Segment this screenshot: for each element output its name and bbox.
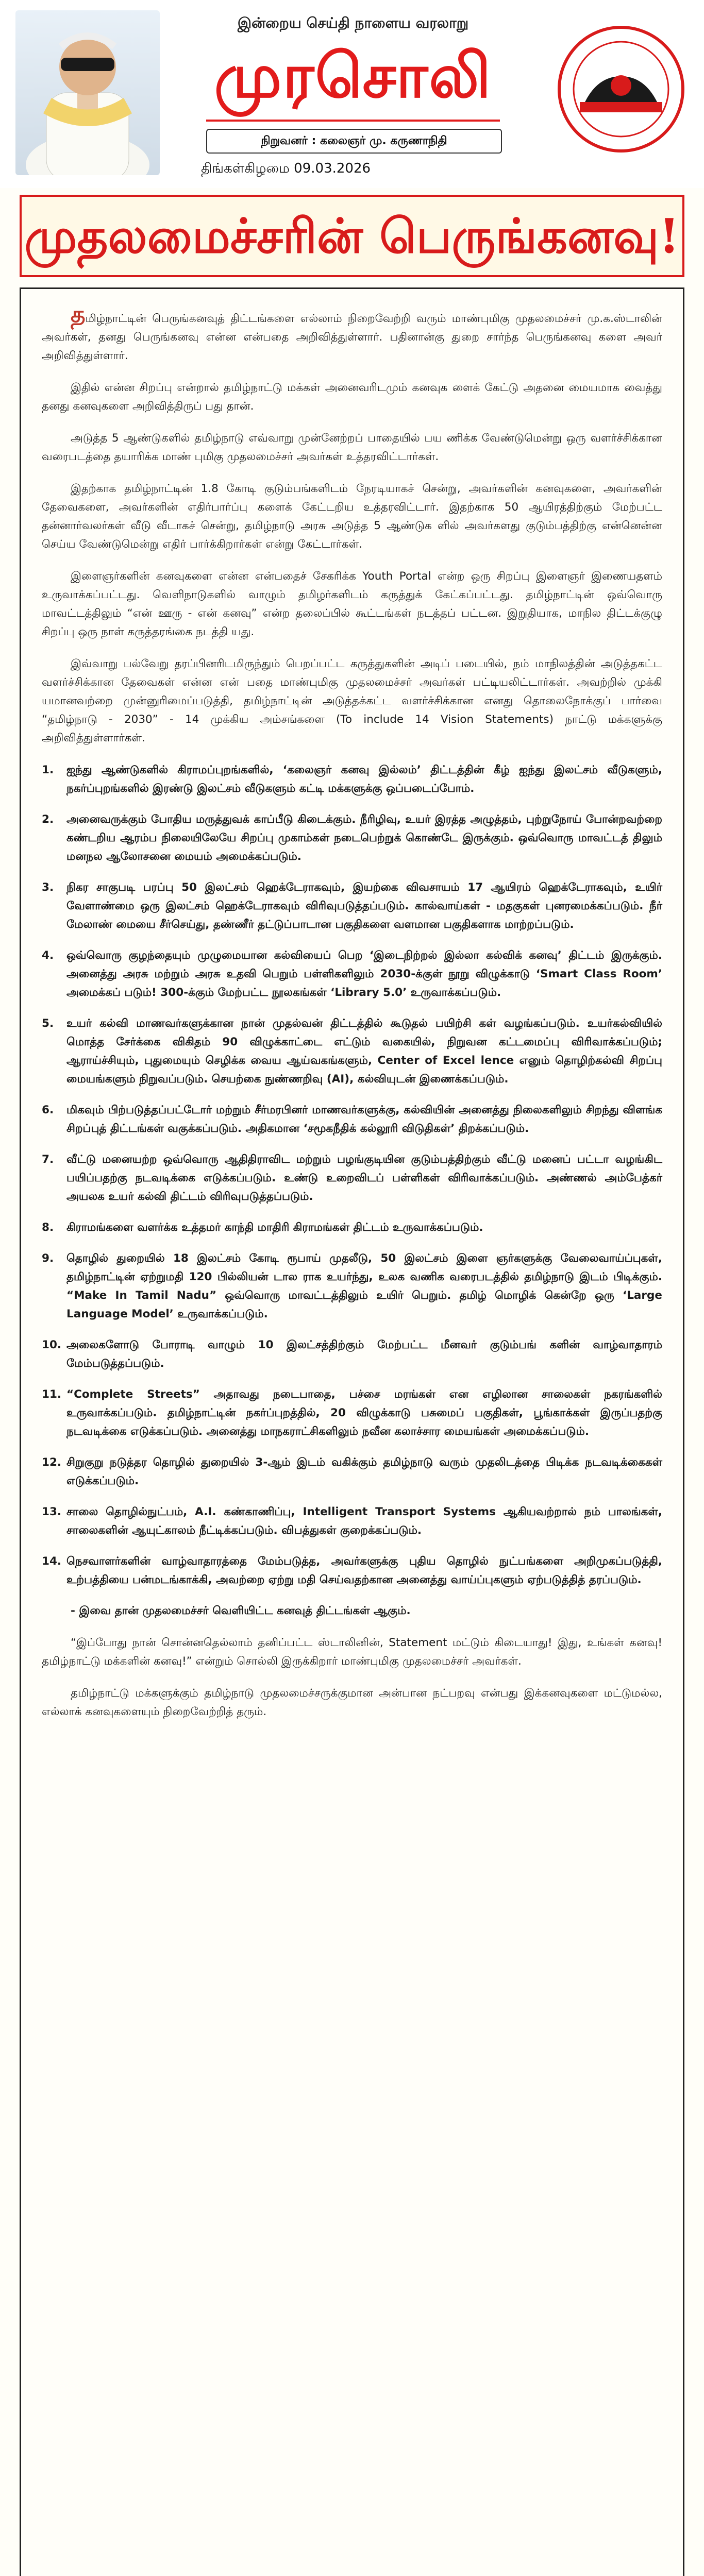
- list-item-number: 6.: [42, 1104, 54, 1116]
- intro-text: மிழ்நாட்டின் பெருங்கனவுத் திட்டங்களை எல்லாம் நிறைவேற்றி வரும் மாண்புமிகு முதலமைச்சர் மு.க.ஸ்டாலின் அவர்கள், தனது பெருங்கனவு என்ன என்பதை அறிவித்துள்ளார். பதினான்கு துறை சார்ந்த பெருங்கனவு களை அவர் அறிவித்துள்ளார்.: [42, 312, 662, 362]
- list-item-number: 14.: [42, 1555, 62, 1568]
- rising-sun-emblem-icon: [557, 25, 685, 154]
- editorial-headline: முதலமைச்சரின் பெருங்கனவு!: [20, 195, 684, 277]
- paragraph: இதற்காக தமிழ்நாட்டின் 1.8 கோடி குடும்பங்களிடம் நேரடியாகச் சென்று, அவர்களின் கனவுகளை, அவர்களின் தேவைகளை, அவர்களின் எதிர்பார்ப்பு களைக் கேட்டறிய உத்தரவிட்டார். இதற்காக 50 ஆயிரத்திற்கும் மேற்பட்ட தன்னார்வலர்கள் வீடு வீடாகச் சென்று, தமிழ்நாடு அரசு அடுத்த 5 ஆண்டுக ளில் அவர்களது குடும்பத்திற்கு என்னென்ன செய்ய வேண்டுமென்று எதிர் பார்க்கிறார்கள் என்று கேட்டார்கள்.: [42, 482, 662, 551]
- newspaper-name: முரசொலி: [214, 40, 492, 111]
- list-item-text: அனைவருக்கும் போதிய மருத்துவக் காப்பீடு கிடைக்கும். நீரிழிவு, உயர் இரத்த அழுத்தம், புற்றுநோய் போன்றவற்றை கண்டறிய ஆரம்ப நிலையிலேயே சிறப்பு முகாம்கள் நடைபெற்றுக் கொண்டே இருக்கும். ஒவ்வொரு மாவட்டத் திலும் மனநல ஆலோசனை மையம் அமைக்கப்படும்.: [66, 813, 662, 863]
- list-item: [42, 878, 662, 934]
- vision-points-list: [42, 761, 662, 1589]
- paragraph: இவ்வாறு பல்வேறு தரப்பினரிடமிருந்தும் பெறப்பட்ட கருத்துகளின் அடிப் படையில், நம் மாநிலத்தின் அடுத்தகட்ட வளர்ச்சிக்கான தேவைகள் என்ன என் பதை மாண்புமிகு முதலமைச்சர் அவர்கள் பட்டியலிட்டார்கள். அவற்றில் முக்கி யமானவற்றை முன்னுரிமைப்படுத்தி, தமிழ்நாட்டின் அடுத்தக்கட்ட வளர்ச்சிக்கான எனது தொலைநோக்குப் பார்வை “தமிழ்நாடு - 2030” - 14 முக்கிய அம்சங்களை (To include 14 Vision Statements) நாட்டு மக்களுக்கு அறிவித்துள்ளார்கள்.: [42, 657, 662, 744]
- list-item-text: வீட்டு மனையற்ற ஒவ்வொரு ஆதிதிராவிட மற்றும் பழங்குடியின குடும்பத்திற்கும் வீட்டு மனைப் பட்டா வழங்கிட பயிப்பதற்கு நடவடிக்கை எடுக்கப்படும். உண்டு உறைவிடப் பள்ளிகள் விரிவாக்கப்படும். அண்ணல் அம்பேத்கர் அயலக உயர் கல்வி திட்டம் விரிவுபடுத்தப்படும்.: [66, 1153, 662, 1203]
- list-item-text: கிராமங்களை வளர்க்க உத்தமர் காந்தி மாதிரி கிராமங்கள் திட்டம் உருவாக்கப்படும்.: [66, 1221, 483, 1234]
- list-item: [42, 1385, 662, 1441]
- list-item: [42, 1453, 662, 1490]
- list-item: [42, 1218, 662, 1237]
- list-item-number: 4.: [42, 949, 54, 962]
- list-item-number: 7.: [42, 1153, 54, 1166]
- masthead-divider: [206, 120, 500, 122]
- masthead-tagline: இன்றைய செய்தி நாளைய வரலாறு: [237, 14, 469, 31]
- list-item-text: சாலை தொழில்நுட்பம், A.I. கண்காணிப்பு, Intelligent Transport Systems ஆகியவற்றால் நம் பாலங்கள், சாலைகளின் ஆயுட்காலம் நீட்டிக்கப்படும். விபத்துகள் குறைக்கப்படும்.: [66, 1505, 662, 1537]
- closing-paragraph: தமிழ்நாட்டு மக்களுக்கும் தமிழ்நாடு முதலமைச்சருக்குமான அன்பான நட்பறவு என்பது இக்கனவுகளை மட்டுமல்ல, எல்லாக் கனவுகளையும் நிறைவேற்றித் தரும்.: [42, 1687, 662, 1718]
- list-item-number: 5.: [42, 1017, 54, 1030]
- list-item-text: ஐந்து ஆண்டுகளில் கிராமப்புறங்களில், ‘கலைஞர் கனவு இல்லம்’ திட்டத்தின் கீழ் ஐந்து இலட்சம் வீடுகளும், நகர்ப்புறங்களில் இரண்டு இலட்சம் வீடுகளும் கட்டி மக்களுக்கு ஒப்படைப்போம்.: [66, 764, 662, 795]
- list-item-number: 1.: [42, 764, 54, 776]
- list-item-text: மிகவும் பிற்படுத்தப்பட்டோர் மற்றும் சீர்மரபினர் மாணவர்களுக்கு, கல்வியின் அனைத்து நிலைகளிலும் சிறந்து விளங்க சிறப்புத் திட்டங்கள் வகுக்கப்படும். அதிகமான ‘சமூகநீதிக் கல்லூரி விடுதிகள்’ திறக்கப்படும்.: [66, 1104, 662, 1135]
- list-item-text: “Complete Streets” அதாவது நடைபாதை, பச்சை மரங்கள் என எழிலான சாலைகள் நகரங்களில் உருவாக்கப்படும். தமிழ்நாட்டின் நகர்ப்புறத்தில், 20 விழுக்காடு பசுமைப் பகுதிகள், பூங்காக்கள் இருப்பதற்கு நடவடிக்கை எடுக்கப்படும். அனைத்து மாநகராட்சிகளிலும் நவீன கலாச்சார மையங்கள் அமைக்கப்படும்.: [66, 1388, 662, 1438]
- list-item: [42, 1101, 662, 1138]
- list-item-number: 8.: [42, 1221, 54, 1234]
- list-item: [42, 1249, 662, 1324]
- list-item: [42, 761, 662, 798]
- list-item-text: ஒவ்வொரு குழந்தையும் முழுமையான கல்வியைப் பெற ‘இடைநிற்றல் இல்லா கல்விக் கனவு’ திட்டம் இருக்கும். அனைத்து அரசு மற்றும் அரசு உதவி பெறும் பள்ளிகளிலும் 2030-க்குள் நூறு விழுக்காடு ‘Smart Class Room’ அமைக்கப் படும்! 300-க்கும் மேற்பட்ட நூலகங்கள் ‘Library 5.0’ உருவாக்கப்படும்.: [66, 949, 662, 999]
- list-item: [42, 810, 662, 866]
- founder-line: நிறுவனர் : கலைஞர் மு. கருணாநிதி: [206, 129, 502, 154]
- masthead: [0, 0, 704, 188]
- founder-portrait-illustration: [15, 10, 160, 175]
- intro-paragraph: [42, 301, 662, 365]
- list-item-text: சிறுகுறு நடுத்தர தொழில் துறையில் 3-ஆம் இடம் வகிக்கும் தமிழ்நாடு வரும் முதலிடத்தை பிடிக்க நடவடிக்கைகள் எடுக்கப்படும்.: [66, 1456, 662, 1487]
- summary-line: - இவை தான் முதலமைச்சர் வெளியிட்ட கனவுத் திட்டங்கள் ஆகும்.: [71, 1604, 411, 1617]
- list-item-number: 11.: [42, 1388, 62, 1401]
- publication-date: திங்கள்கிழமை 09.03.2026: [201, 161, 371, 176]
- list-item-number: 12.: [42, 1456, 62, 1469]
- list-item: [42, 1150, 662, 1206]
- paragraph: இதில் என்ன சிறப்பு என்றால் தமிழ்நாட்டு மக்கள் அனைவரிடமும் கனவுக ளைக் கேட்டு அதனை மையமாக வைத்து தனது கனவுகளை அறிவித்திருப் பது தான்.: [42, 381, 662, 413]
- party-emblem: [557, 25, 685, 154]
- list-item: [42, 1503, 662, 1540]
- list-item: [42, 1552, 662, 1589]
- list-item-number: 9.: [42, 1252, 54, 1265]
- list-item-text: நிகர சாகுபடி பரப்பு 50 இலட்சம் ஹெக்டேராகவும், இயற்கை விவசாயம் 17 ஆயிரம் ஹெக்டேராகவும், உயிர் வேளாண்மை ஒரு இலட்சம் ஹெக்டேராகவும் விரிவுபடுத்தப்படும். கால்வாய்கள் - மதகுகள் புனரமைக்கப்படும். நீர் மேலாண் மையை சீர்செய்து, தண்ணீர் தட்டுப்பாடான பகுதிகளை வளமான பகுதிகளாக மாற்றப்படும்.: [66, 881, 662, 931]
- list-item-number: 10.: [42, 1338, 62, 1351]
- drop-cap: த: [71, 301, 86, 328]
- list-item: [42, 946, 662, 1002]
- list-item-text: நெசவாளர்களின் வாழ்வாதாரத்தை மேம்படுத்த, அவர்களுக்கு புதிய தொழில் நுட்பங்களை அறிமுகப்படுத்தி, உற்பத்தியை பன்மடங்காக்கி, அவற்றை ஏற்று மதி செய்வதற்கான அனைத்து வாய்ப்புகளும் ஏற்படுத்தித் தரப்படும்.: [66, 1555, 662, 1586]
- list-item-text: உயர் கல்வி மாணவர்களுக்கான நான் முதல்வன் திட்டத்தில் கூடுதல் பயிற்சி கள் வழங்கப்படும். உயர்கல்வியில் மொத்த சேர்க்கை விகிதம் 90 விழுக்காட்டை எட்டும் வகையில், நிறுவன கட்டமைப்பு விரிவாக்கப்படும்; ஆராய்ச்சியும், புதுமையும் செழிக்க வைய ஆய்வகங்களும், Center of Excel lence எனும் தொழிற்கல்வி சிறப்பு மையங்களும் நிறுவப்படும். செயற்கை நுண்ணறிவு (AI), கல்வியுடன் இணைக்கப்படும்.: [66, 1017, 662, 1086]
- paragraph: இளைஞர்களின் கனவுகளை என்ன என்பதைச் சேகரிக்க Youth Portal என்ற ஒரு சிறப்பு இளைஞர் இணையதளம் உருவாக்கப்பட்டது. வெளிநாடுகளில் வாழும் தமிழர்களிடம் கருத்துக் கேட்கப்பட்டது. தமிழ்நாட்டின் ஒவ்வொரு மாவட்டத்திலும் “என் ஊரு - என் கனவு” என்ற தலைப்பில் கூட்டங்கள் நடத்தப் பட்டன. இறுதியாக, மாநில திட்டக்குழு சிறப்பு ஒரு நாள் கருத்தரங்கை நடத்தி யது.: [42, 570, 662, 638]
- editorial-body: [20, 287, 684, 2576]
- list-item-text: அலைகளோடு போராடி வாழும் 10 இலட்சத்திற்கும் மேற்பட்ட மீனவர் குடும்பங் களின் வாழ்வாதாரம் மேம்படுத்தப்படும்.: [66, 1338, 662, 1370]
- list-item: [42, 1014, 662, 1089]
- paragraph: அடுத்த 5 ஆண்டுகளில் தமிழ்நாடு எவ்வாறு முன்னேற்றப் பாதையில் பய ணிக்க வேண்டுமென்று ஒரு வளர்ச்சிக்கான வரைபடத்தை தயாரிக்க மாண் புமிகு முதலமைச்சர் அவர்கள் உத்தரவிட்டார்கள்.: [42, 432, 662, 463]
- list-item: [42, 1336, 662, 1373]
- list-item-number: 3.: [42, 881, 54, 894]
- chief-minister-quote: “இப்போது நான் சொன்னதெல்லாம் தனிப்பட்ட ஸ்டாலினின், Statement மட்டும் கிடையாது! இது, உங்கள் கனவு! தமிழ்நாட்டு மக்களின் கனவு!” என்றும் சொல்லி இருக்கிறார் மாண்புமிகு முதலமைச்சர் அவர்கள்.: [42, 1636, 662, 1668]
- list-item-number: 2.: [42, 813, 54, 826]
- list-item-number: 13.: [42, 1505, 62, 1518]
- list-item-text: தொழில் துறையில் 18 இலட்சம் கோடி ரூபாய் முதலீடு, 50 இலட்சம் இளை ஞர்களுக்கு வேலைவாய்ப்புகள், தமிழ்நாட்டின் ஏற்றுமதி 120 பில்லியன் டால ராக உயர்ந்து, உலக வணிக வரைபடத்தில் தமிழ்நாடு இடம் பிடிக்கும். “Make In Tamil Nadu” ஒவ்வொரு மாவட்டத்திலும் உயிர் பெறும். தமிழ் மொழிக் கென்றே ஒரு ‘Large Language Model’ உருவாக்கப்படும்.: [66, 1252, 662, 1320]
- founder-portrait: [15, 10, 160, 175]
